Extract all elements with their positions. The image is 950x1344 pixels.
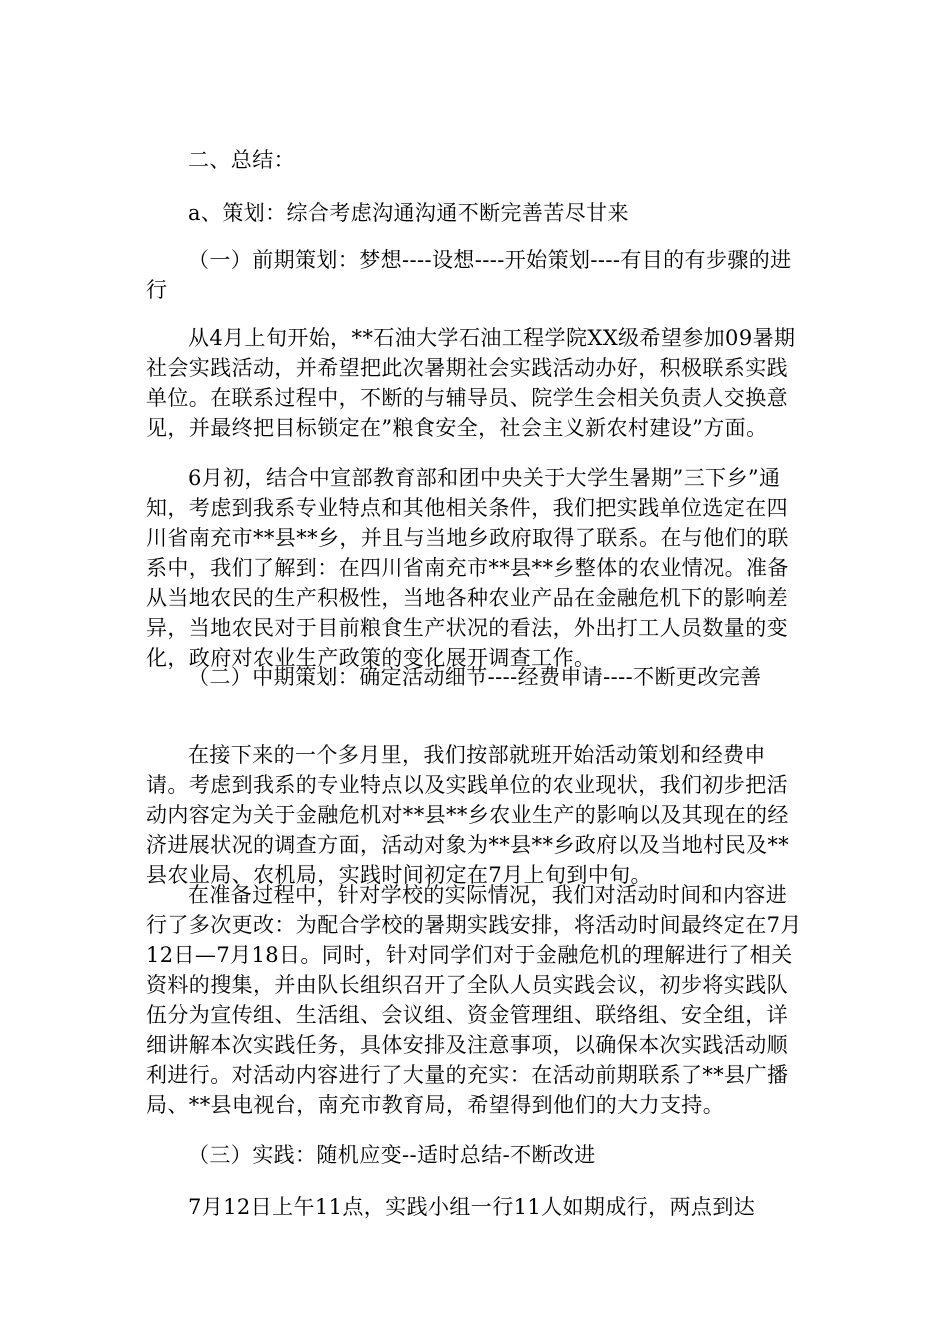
paragraph-next-month: 在接下来的一个多月里，我们按部就班开始活动策划和经费申请。考虑到我系的专业特点以及实践单位的农业现状，我们初步把活动内容定为关于金融危机对**县**乡农业生产的影响以及其现在的经济进展状况的调查方面，活动对象为**县**乡政府以及当地村民及**县农业局、农机局，实践时间初定在7月上旬到中旬。: [146, 743, 790, 887]
paragraph-july: 7月12日上午11点，实践小组一行11人如期成行，两点到达: [188, 1195, 756, 1219]
heading-early-planning: （一）前期策划：梦想----设想----开始策划----有目的有步骤的进行: [146, 248, 792, 302]
heading-mid-planning: （二）中期策划：确定活动细节----经费申请----不断更改完善: [188, 665, 762, 689]
subheading-planning: a、策划：综合考虑沟通沟通不断完善苦尽甘来: [188, 201, 629, 225]
heading-practice: （三）实践：随机应变--适时总结-不断改进: [188, 1143, 596, 1167]
paragraph-preparation: 在准备过程中，针对学校的实际情况，我们对活动时间和内容进行了多次更改：为配合学校的暑期实践安排，将活动时间最终定在7月12日—7月18日。同时，针对同学们对于金融危机的理解进行了相关资料的搜集，并由队长组织召开了全队人员实践会议，初步将实践队伍分为宣传组、生活组、会议组、资金管理组、联络组、安全组，详细讲解本次实践任务，具体安排及注意事项，以确保本次实践活动顺利进行。对活动内容进行了大量的充实：在活动前期联系了**县广播局、**县电视台，南充市教育局，希望得到他们的大力支持。: [146, 883, 802, 1117]
section-heading-summary: 二、总结：: [188, 148, 295, 172]
paragraph-april: 从4月上旬开始，**石油大学石油工程学院XX级希望参加09暑期社会实践活动，并希望把此次暑期社会实践活动办好，积极联系实践单位。在联系过程中，不断的与辅导员、院学生会相关负责人交换意见，并最终把目标锁定在”粮食安全，社会主义新农村建设”方面。: [146, 326, 796, 440]
paragraph-june: 6月初，结合中宣部教育部和团中央关于大学生暑期”三下乡”通知，考虑到我系专业特点和其他相关条件，我们把实践单位选定在四川省南充市**县**乡，并且与当地乡政府取得了联系。在与他们的联系中，我们了解到：在四川省南充市**县**乡整体的农业情况。准备从当地农民的生产积极性，当地各种农业产品在金融危机下的影响差异，当地农民对于目前粮食生产状况的看法，外出打工人员数量的变化，政府对农业生产政策的变化展开调查工作。: [146, 466, 789, 670]
